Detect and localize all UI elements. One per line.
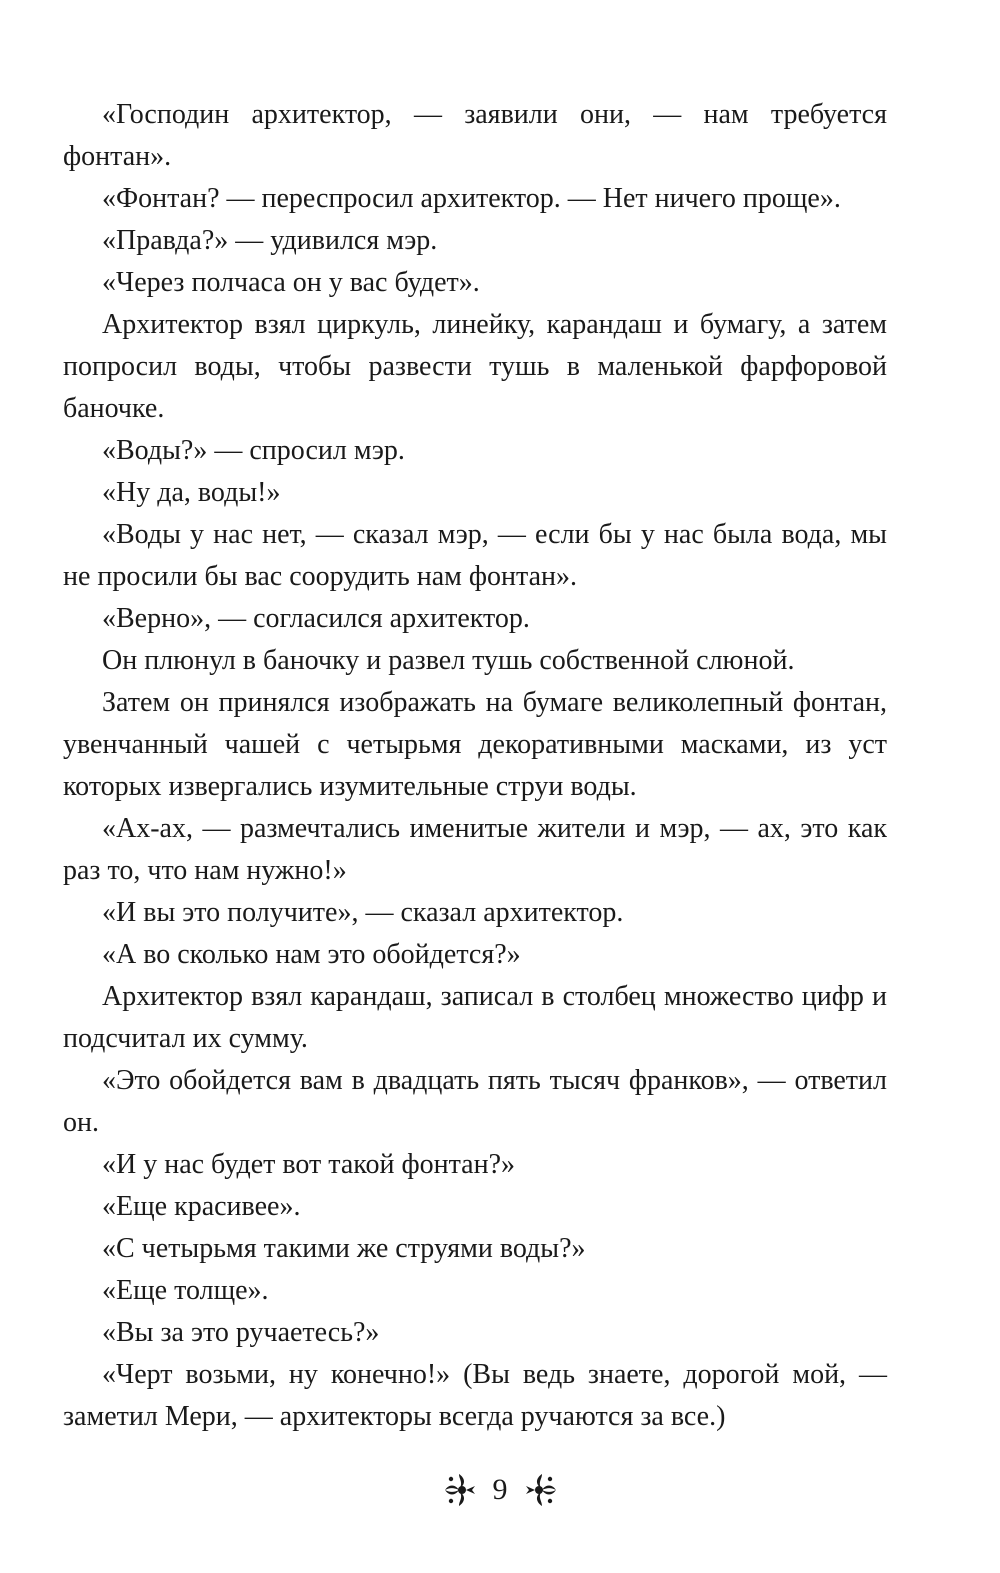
- paragraph: «Верно», — согласился архитектор.: [102, 603, 530, 634]
- paragraph: «Это обойдется вам в двадцать пять тысяч франков», — ответил он.: [63, 1065, 887, 1138]
- fleuron-icon: [522, 1470, 562, 1510]
- paragraph: «Воды?» — спросил мэр.: [102, 435, 405, 466]
- paragraph: «Фонтан? — переспросил архитектор. — Нет ничего проще».: [102, 183, 841, 214]
- page-body: [63, 94, 887, 1438]
- paragraph: «Еще красивее».: [102, 1191, 301, 1222]
- paragraph: Затем он принялся изображать на бумаге великолепный фонтан, увенчанный чашей с четырьмя декоративными масками, из уст которых извергались изумительные струи воды.: [63, 687, 887, 802]
- paragraph: «Воды у нас нет, — сказал мэр, — если бы у нас была вода, мы не просили бы вас соорудить нам фонтан».: [63, 519, 887, 592]
- paragraph: «Ах-ах, — размечтались именитые жители и мэр, — ах, это как раз то, что нам нужно!»: [63, 813, 887, 886]
- paragraph: «Черт возьми, ну конечно!» (Вы ведь знаете, дорогой мой, — заметил Мери, — архитекторы всегда ручаются за все.): [63, 1359, 887, 1432]
- paragraph: Он плюнул в баночку и развел тушь собственной слюной.: [102, 645, 795, 676]
- fleuron-icon: [439, 1470, 479, 1510]
- paragraph: «Ну да, воды!»: [102, 477, 281, 508]
- paragraph: «Еще толще».: [102, 1275, 269, 1306]
- paragraph: «А во сколько нам это обойдется?»: [102, 939, 521, 970]
- paragraph: «И у нас будет вот такой фонтан?»: [102, 1149, 515, 1180]
- paragraph: «Через полчаса он у вас будет».: [102, 267, 480, 298]
- page-footer: [0, 1470, 1000, 1510]
- paragraph: Архитектор взял циркуль, линейку, карандаш и бумагу, а затем попросил воды, чтобы развести тушь в маленькой фарфоровой баночке.: [63, 309, 887, 424]
- paragraph: «Вы за это ручаетесь?»: [102, 1317, 380, 1348]
- page-number: 9: [492, 1473, 508, 1506]
- paragraph: «Господин архитектор, — заявили они, — нам требуется фонтан».: [63, 99, 887, 172]
- paragraph: «Правда?» — удивился мэр.: [102, 225, 438, 256]
- paragraph: «И вы это получите», — сказал архитектор.: [102, 897, 624, 928]
- paragraph: «С четырьмя такими же струями воды?»: [102, 1233, 586, 1264]
- paragraph: Архитектор взял карандаш, записал в столбец множество цифр и подсчитал их сумму.: [63, 981, 887, 1054]
